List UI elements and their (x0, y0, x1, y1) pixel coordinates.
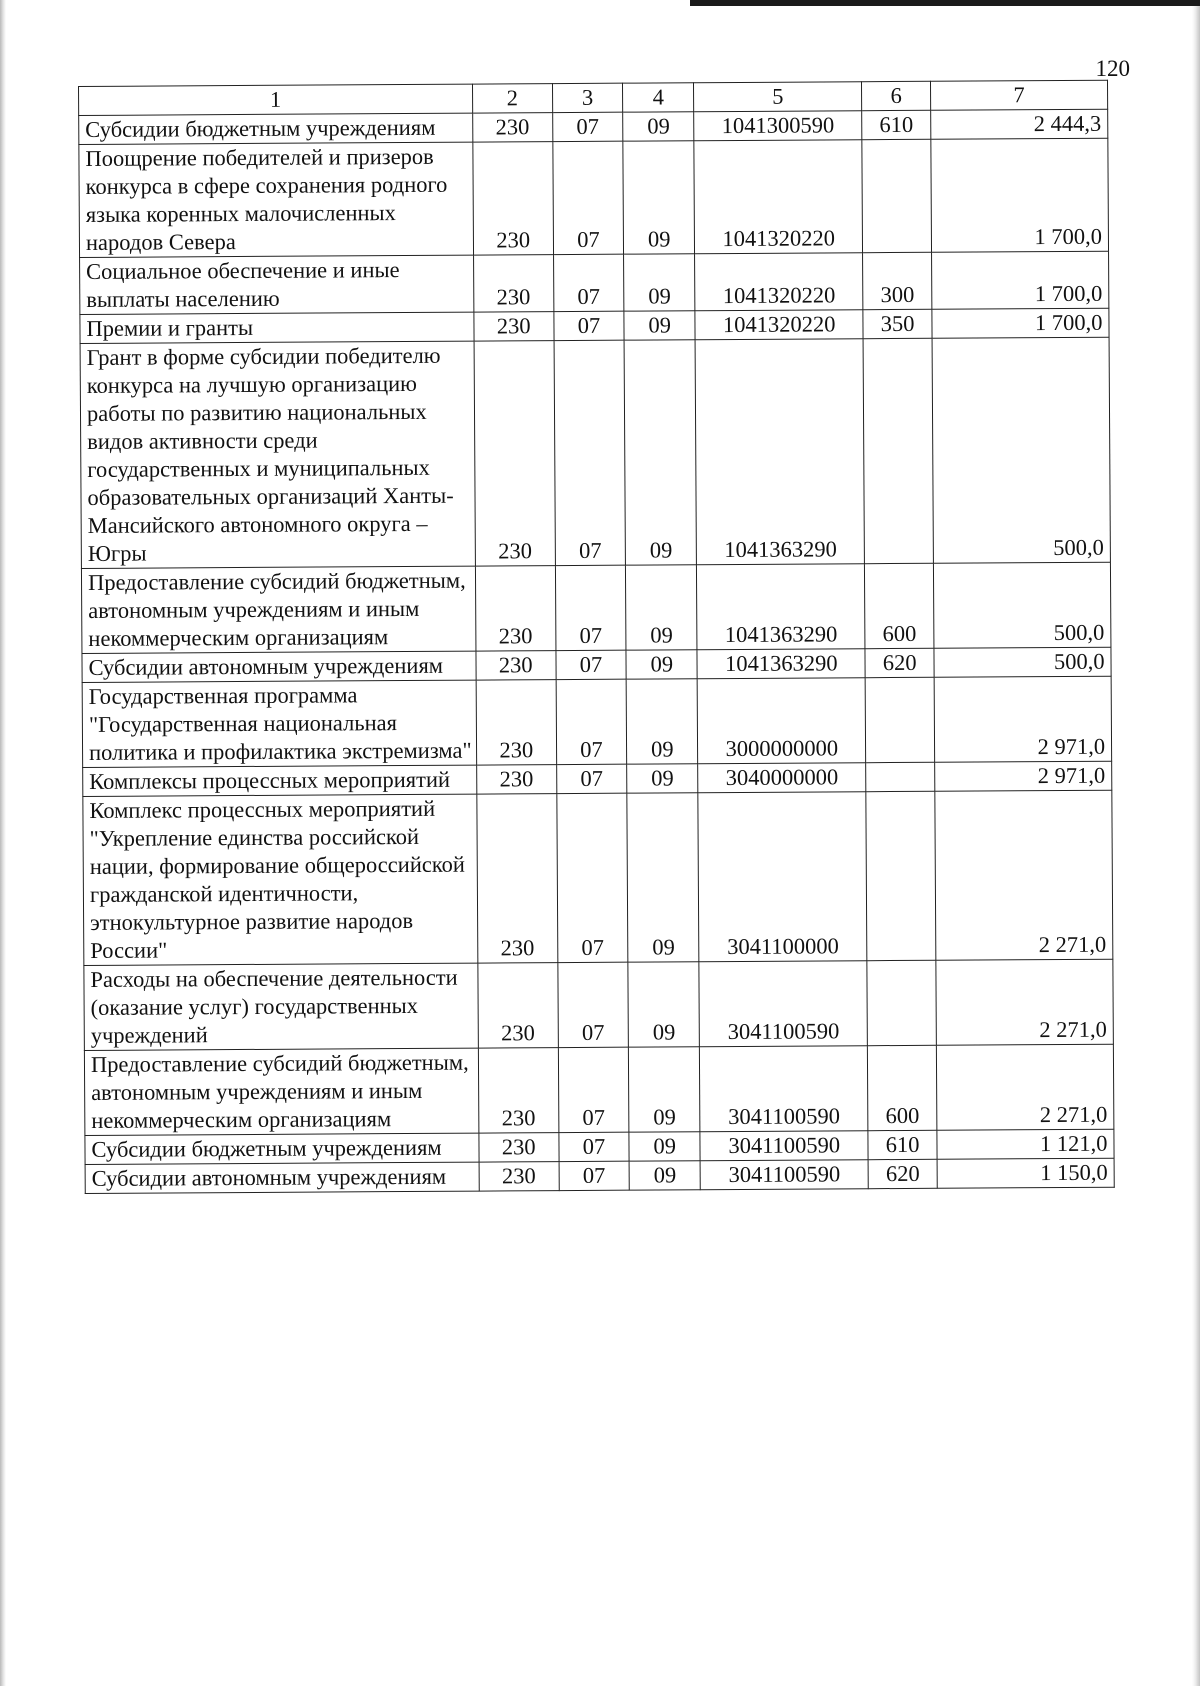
cell-section: 07 (556, 793, 628, 962)
cell-section: 07 (552, 112, 623, 141)
cell-subsection: 09 (627, 764, 698, 793)
cell-section: 07 (556, 650, 627, 679)
header-col-5: 5 (694, 82, 862, 112)
cell-target-article: 1041320220 (695, 253, 864, 311)
cell-expense-type (866, 791, 936, 960)
table-row (84, 1044, 1114, 1135)
cell-subsection: 09 (629, 1161, 700, 1190)
header-col-4: 4 (623, 83, 694, 112)
cell-expense-type (867, 960, 936, 1045)
cell-amount: 1 150,0 (937, 1158, 1114, 1188)
cell-admin-code: 230 (477, 765, 557, 794)
cell-target-article: 3000000000 (697, 678, 866, 764)
header-col-2: 2 (472, 84, 552, 113)
cell-target-article: 1041320220 (694, 140, 863, 254)
cell-section: 07 (557, 962, 628, 1047)
cell-admin-code: 230 (475, 566, 555, 651)
cell-target-article: 3040000000 (698, 763, 866, 793)
table-body (79, 109, 1115, 1193)
cell-item-name: Комплекс процессных мероприятий "Укрепление единства российской нации, формирование общероссийской гражданской идентичности, этнокультурное развитие народов России" (83, 794, 478, 965)
table-row (85, 1158, 1114, 1193)
cell-item-name: Субсидии бюджетным учреждениям (85, 1133, 479, 1164)
scan-edge-left (0, 0, 6, 1686)
cell-item-name: Предоставление субсидий бюджетным, автономным учреждениям и иным некоммерческим организациям (84, 1048, 478, 1135)
cell-target-article: 1041320220 (695, 310, 863, 340)
cell-expense-type (866, 762, 935, 791)
cell-target-article: 1041300590 (694, 111, 862, 141)
cell-target-article: 3041100590 (700, 1160, 868, 1190)
table-row (79, 138, 1109, 257)
header-col-3: 3 (552, 83, 623, 112)
cell-expense-type: 600 (865, 563, 934, 648)
cell-subsection: 09 (624, 311, 695, 340)
cell-section: 07 (554, 340, 626, 565)
cell-subsection: 09 (627, 793, 699, 962)
cell-admin-code: 230 (478, 1048, 558, 1133)
cell-item-name: Субсидии бюджетным учреждениям (79, 113, 473, 144)
cell-item-name: Премии и гранты (80, 312, 474, 343)
cell-expense-type (862, 139, 931, 252)
scan-edge-right (1192, 0, 1200, 1686)
cell-subsection: 09 (626, 650, 697, 679)
cell-amount: 2 971,0 (934, 676, 1112, 762)
cell-admin-code: 230 (473, 113, 553, 142)
cell-amount: 2 444,3 (931, 109, 1108, 139)
cell-subsection: 09 (624, 340, 696, 565)
cell-subsection: 09 (623, 141, 695, 254)
cell-amount: 2 271,0 (936, 1044, 1114, 1130)
header-col-7: 7 (930, 80, 1107, 110)
cell-item-name: Грант в форме субсидии победителю конкурса на лучшую организацию работы по развитию национальных видов активности среди государственных и муниципальных образовательных организаций Ханты-Мансийского автономного округа – Югры (80, 341, 475, 568)
cell-item-name: Социальное обеспечение и иные выплаты населению (80, 255, 474, 314)
cell-amount: 2 271,0 (936, 959, 1114, 1045)
cell-amount: 500,0 (934, 647, 1111, 677)
cell-section: 07 (556, 764, 627, 793)
table-row (82, 676, 1112, 767)
cell-target-article: 3041100000 (698, 792, 867, 962)
cell-section: 07 (556, 679, 627, 764)
table-row (80, 251, 1109, 314)
cell-expense-type: 620 (868, 1159, 937, 1188)
cell-target-article: 3041100590 (700, 1131, 868, 1161)
cell-subsection: 09 (626, 565, 697, 650)
cell-admin-code: 230 (478, 963, 558, 1048)
table-row (80, 337, 1110, 568)
cell-amount: 500,0 (933, 562, 1111, 648)
cell-section: 07 (553, 311, 624, 340)
cell-subsection: 09 (628, 962, 699, 1047)
cell-item-name: Государственная программа "Государственная национальная политика и профилактика экстремизма" (82, 680, 476, 767)
table-row (81, 562, 1111, 653)
cell-amount: 1 700,0 (931, 251, 1108, 309)
cell-amount: 2 271,0 (935, 790, 1113, 960)
cell-amount: 1 700,0 (931, 138, 1109, 252)
cell-admin-code: 230 (473, 255, 553, 312)
cell-amount: 1 121,0 (937, 1129, 1114, 1159)
cell-item-name: Комплексы процессных мероприятий (83, 765, 477, 796)
cell-expense-type: 620 (865, 648, 934, 677)
table-row (84, 959, 1114, 1050)
header-col-6: 6 (862, 81, 931, 110)
cell-item-name: Поощрение победителей и призеров конкурса в сфере сохранения родного языка коренных малочисленных народов Севера (79, 142, 474, 257)
cell-target-article: 1041363290 (695, 339, 865, 565)
cell-admin-code: 230 (474, 312, 554, 341)
cell-section: 07 (555, 565, 626, 650)
cell-item-name: Предоставление субсидий бюджетным, автономным учреждениям и иным некоммерческим организациям (81, 566, 475, 653)
cell-section: 07 (558, 1047, 629, 1132)
cell-expense-type: 350 (863, 309, 932, 338)
cell-admin-code: 230 (479, 1162, 559, 1191)
scan-top-bar (690, 0, 1200, 6)
cell-expense-type (863, 338, 933, 563)
cell-subsection: 09 (624, 254, 695, 311)
cell-admin-code: 230 (479, 1133, 559, 1162)
cell-admin-code: 230 (477, 794, 558, 963)
cell-section: 07 (553, 254, 624, 311)
cell-expense-type: 610 (862, 110, 931, 139)
budget-table (78, 80, 1115, 1194)
cell-expense-type: 610 (868, 1130, 937, 1159)
table-row (83, 790, 1113, 965)
cell-expense-type: 300 (863, 252, 932, 309)
cell-subsection: 09 (623, 112, 694, 141)
cell-amount: 1 700,0 (932, 308, 1109, 338)
cell-admin-code: 230 (473, 142, 553, 255)
cell-admin-code: 230 (474, 341, 555, 566)
cell-target-article: 1041363290 (697, 564, 866, 650)
cell-target-article: 3041100590 (699, 961, 868, 1047)
header-col-1: 1 (79, 84, 473, 115)
cell-section: 07 (558, 1132, 629, 1161)
cell-admin-code: 230 (476, 651, 556, 680)
cell-target-article: 1041363290 (697, 649, 865, 679)
cell-section: 07 (552, 141, 624, 254)
cell-item-name: Субсидии автономным учреждениям (85, 1162, 479, 1193)
cell-subsection: 09 (626, 679, 697, 764)
cell-item-name: Субсидии автономным учреждениям (82, 651, 476, 682)
cell-admin-code: 230 (476, 680, 556, 765)
cell-amount: 2 971,0 (935, 761, 1112, 791)
cell-subsection: 09 (629, 1047, 700, 1132)
page-number: 120 (1095, 56, 1130, 81)
cell-expense-type: 600 (868, 1045, 937, 1130)
cell-subsection: 09 (629, 1132, 700, 1161)
cell-section: 07 (559, 1161, 630, 1190)
cell-amount: 500,0 (932, 337, 1110, 563)
cell-expense-type (865, 677, 934, 762)
cell-item-name: Расходы на обеспечение деятельности (оказание услуг) государственных учреждений (84, 963, 478, 1050)
cell-target-article: 3041100590 (700, 1046, 869, 1132)
